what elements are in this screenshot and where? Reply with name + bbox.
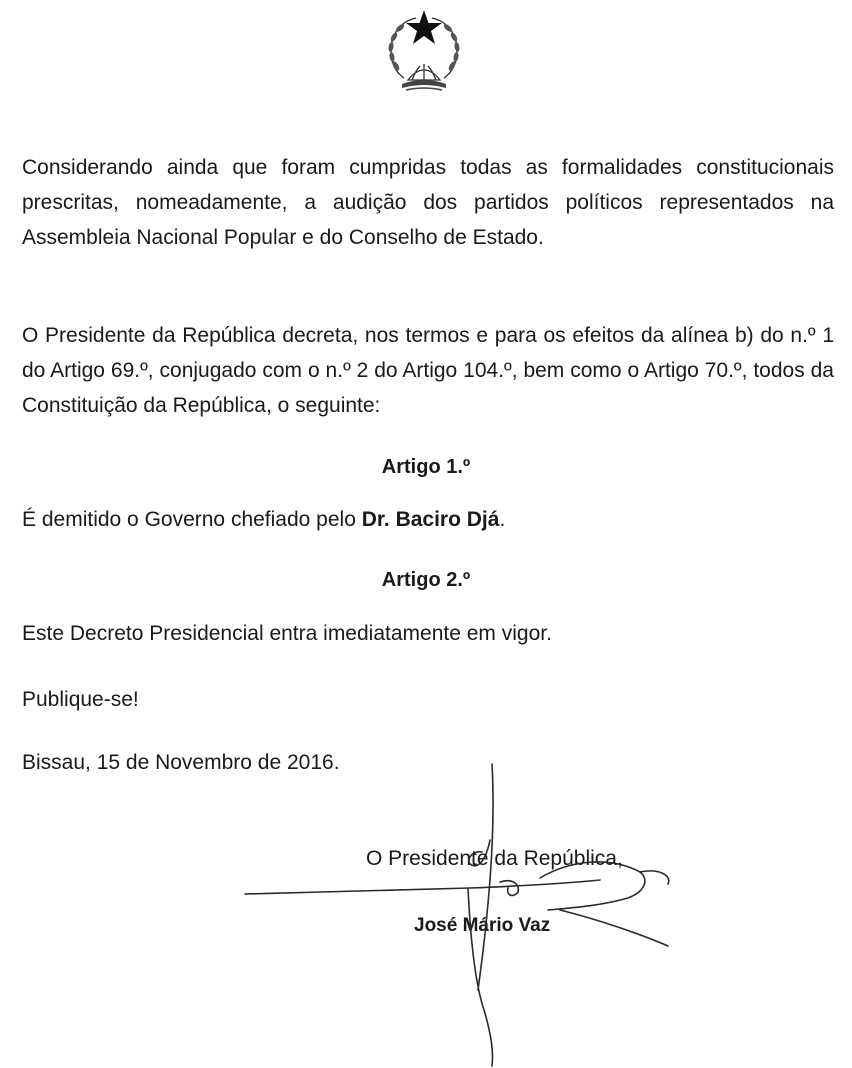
article-1-text-lead: É demitido o Governo chefiado pelo (22, 508, 362, 531)
article-1-text-end: . (499, 508, 506, 531)
national-emblem-icon (376, 4, 472, 96)
article-1-person: Dr. Baciro Djá (361, 508, 500, 531)
article-1-text (22, 505, 505, 535)
article-2-text: Este Decreto Presidencial entra imediatamente em vigor. (22, 622, 552, 645)
paragraph-decreta: O Presidente da República decreta, nos termos e para os efeitos da alínea b) do n.º 1 do Artigo 69.º, conjugado com o n.º 2 do Artigo 104.º, bem como o Artigo 70.º, todos da Constituição da República, o seguinte: (22, 324, 834, 417)
signatory-name: José Mário Vaz (414, 915, 551, 936)
publish-line: Publique-se! (22, 688, 139, 711)
paragraph-considerando: Considerando ainda que foram cumpridas todas as formalidades constitucionais prescritas, nomeadamente, a audição dos partidos políticos representados na Assembleia Nacional Popular e do Conselho de Estado. (22, 156, 834, 249)
article-2-heading: Artigo 2.º (381, 569, 471, 591)
place-date-line: Bissau, 15 de Novembro de 2016. (22, 751, 340, 774)
signatory-title: O Presidente da República, (366, 847, 623, 870)
article-1-heading: Artigo 1.º (381, 456, 471, 478)
